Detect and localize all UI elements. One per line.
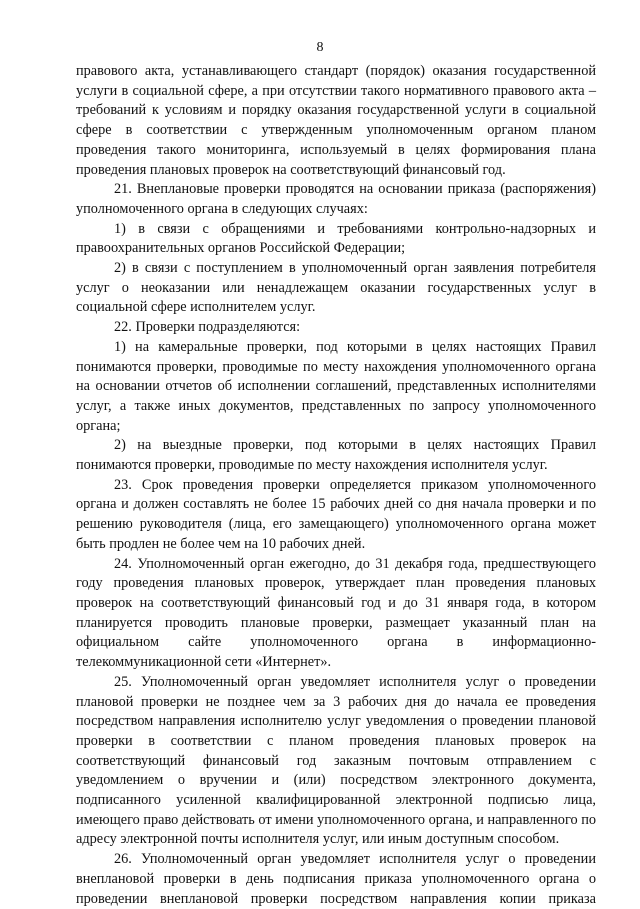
paragraph-item-22-2: 2) на выездные проверки, под которыми в целях настоящих Правил понимаются проверки, проводимые по месту нахождения исполнителя услуг.: [76, 437, 596, 474]
document-body: [76, 62, 596, 909]
paragraph-item-21-2: 2) в связи с поступлением в уполномоченный орган заявления потребителя услуг о неоказании или ненадлежащем оказании государственных услуг в социальной сфере исполнителем услуг.: [76, 260, 596, 316]
paragraph-item-21: 21. Внеплановые проверки проводятся на основании приказа (распоряжения) уполномоченного органа в следующих случаях:: [76, 181, 596, 217]
paragraph-item-24: 24. Уполномоченный орган ежегодно, до 31 декабря года, предшествующего году проведения плановых проверок, утверждает план проведения плановых проверок на соответствующий финансовый год и до 31 января года, в котором планируется проводить плановые проверки, размещает указанный план на официальном сайте уполномоченного органа в информационно-телекоммуникационной сети «Интернет».: [76, 555, 596, 671]
paragraph-item-22: 22. Проверки подразделяются:: [114, 319, 301, 336]
paragraph-continuation: правового акта, устанавливающего стандарт (порядок) оказания государственной услуги в социальной сфере, а при отсутствии такого нормативного правового акта – требований к условиям и порядку оказания государственной услуги в социальной сфере в соответствии с утвержденным уполномоченным органом планом проведения такого мониторинга, используемый в целях формирования плана проведения плановых проверок на соответствующий финансовый год.: [76, 63, 596, 178]
paragraph-item-21-1: 1) в связи с обращениями и требованиями контрольно-надзорных и правоохранительных органов Российской Федерации;: [76, 220, 596, 257]
paragraph-item-22-1: 1) на камеральные проверки, под которыми в целях настоящих Правил понимаются проверки, проводимые по месту нахождения уполномоченного органа на основании отчетов об исполнении соглашений, представленных исполнителями услуг, а также иных документов, представленных по запросу уполномоченного органа;: [76, 338, 596, 434]
paragraph-item-26: 26. Уполномоченный орган уведомляет исполнителя услуг о проведении внеплановой проверки в день подписания приказа уполномоченного органа о проведении внеплановой проверки посредством направления копии приказа: [76, 851, 596, 907]
paragraph-item-23: 23. Срок проведения проверки определяется приказом уполномоченного органа и должен составлять не более 15 рабочих дней со дня начала проверки и по решению руководителя (лица, его замещающего) уполномоченного органа может быть продлен не более чем на 10 рабочих дней.: [76, 476, 596, 552]
page-number: 8: [316, 40, 324, 55]
paragraph-item-25: 25. Уполномоченный орган уведомляет исполнителя услуг о проведении плановой проверки не позднее чем за 3 рабочих дня до начала ее проведения посредством направления исполнителю услуг уведомления о проведении плановой проверки в соответствии с планом проведения плановых проверок на соответствующий финансовый год заказным почтовым отправлением с уведомлением о вручении и (или) посредством электронного документа, подписанного усиленной квалифицированной электронной подписью лица, имеющего право действовать от имени уполномоченного органа, и направленного по адресу электронной почты исполнителя услуг, или иным доступным способом.: [76, 673, 596, 848]
